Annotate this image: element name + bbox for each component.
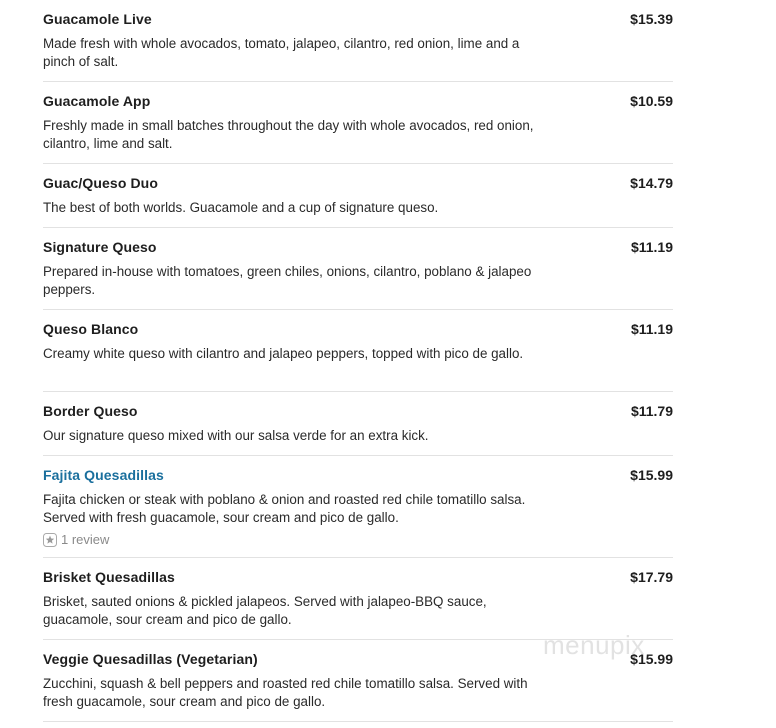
menu-item-description: The best of both worlds. Guacamole and a cup of signature queso.: [43, 200, 439, 215]
menu-item-price: $15.99: [630, 651, 673, 667]
review-count: 1 review: [61, 532, 110, 547]
menu-item-description: Prepared in-house with tomatoes, green chiles, onions, cilantro, poblano & jalapeo peppers.: [43, 264, 532, 297]
menu-item-name: Guac/Queso Duo: [43, 175, 158, 191]
menu-item: [43, 456, 673, 558]
menu-item-description: Zucchini, squash & bell peppers and roasted red chile tomatillo salsa. Served with fresh guacamole, sour cream and pico de gallo.: [43, 676, 528, 709]
menu-item: [43, 310, 673, 392]
menu-item-name: Guacamole App: [43, 93, 151, 109]
menu-item: [43, 82, 673, 164]
review-link[interactable]: [43, 532, 109, 548]
menu-item-name: Border Queso: [43, 403, 138, 419]
menu-item-description: Creamy white queso with cilantro and jalapeo peppers, topped with pico de gallo.: [43, 346, 524, 361]
menu-item-description: Brisket, sauted onions & pickled jalapeos. Served with jalapeo-BBQ sauce, guacamole, sour cream and pico de gallo.: [43, 594, 487, 627]
menu-item-name-link[interactable]: Fajita Quesadillas: [43, 467, 164, 483]
star-icon: [43, 533, 57, 547]
menu-item-name: Brisket Quesadillas: [43, 569, 175, 585]
menu-item-name: Signature Queso: [43, 239, 157, 255]
menu-item-description: Made fresh with whole avocados, tomato, jalapeo, cilantro, red onion, lime and a pinch of salt.: [43, 36, 520, 69]
menu-item: [43, 392, 673, 456]
menu-item-name: Veggie Quesadillas (Vegetarian): [43, 651, 258, 667]
menu-item-description: Freshly made in small batches throughout the day with whole avocados, red onion, cilantro, lime and salt.: [43, 118, 534, 151]
watermark-logo: menupix: [543, 630, 645, 660]
menu-item-name: Queso Blanco: [43, 321, 139, 337]
menu-item-description: Our signature queso mixed with our salsa verde for an extra kick.: [43, 428, 429, 443]
menu-item-price: $11.19: [630, 321, 673, 337]
menu-item-price: $15.99: [630, 467, 673, 483]
menu-item: [43, 0, 673, 82]
menu-item: [43, 640, 673, 722]
menu-item-price: $17.79: [630, 569, 673, 585]
menu-item: [43, 558, 673, 640]
menu-item-price: $11.19: [630, 239, 673, 255]
menu-item: [43, 164, 673, 228]
menu-item-name: Guacamole Live: [43, 11, 152, 27]
menu-item-price: $11.79: [630, 403, 673, 419]
menu-list: [43, 0, 673, 722]
menu-item-price: $10.59: [630, 93, 673, 109]
menu-item-price: $14.79: [630, 175, 673, 191]
menu-item-price: $15.39: [630, 11, 673, 27]
menu-item: [43, 228, 673, 310]
menu-item-description: Fajita chicken or steak with poblano & onion and roasted red chile tomatillo salsa. Served with fresh guacamole, sour cream and pico de gallo.: [43, 492, 526, 525]
